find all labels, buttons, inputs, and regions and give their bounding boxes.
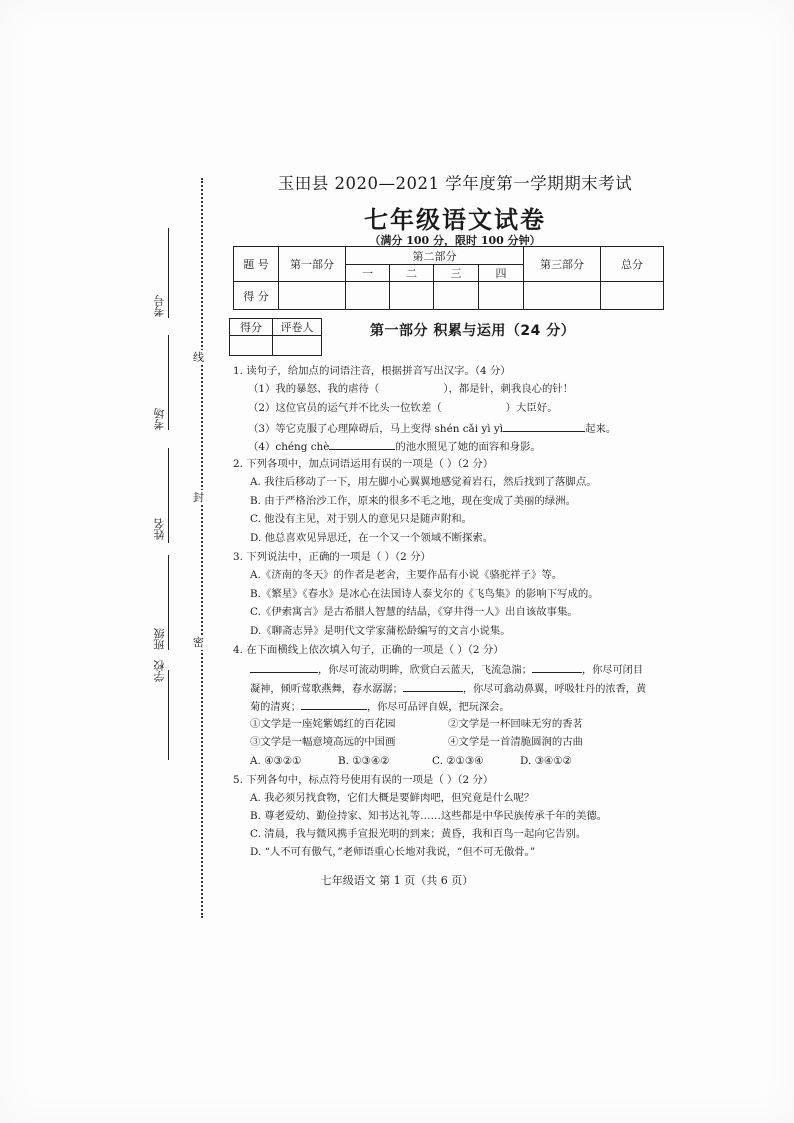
q4-blank-4[interactable] [301,698,367,710]
q5-option-a[interactable]: A. 我必须另找食物，它们大概是要鲜肉吧，但究竟是什么呢？ [250,792,535,804]
q1-item2: （2）这位官员的运气并不比头一位钦差（ ）大臣好。 [248,402,558,414]
col-part2: 第二部分 [346,247,524,265]
school-label: 学校 [153,660,166,682]
q4-sentence-3: ③文学是一幅意境高远的中国画 [250,736,396,748]
col-part2-2: 二 [390,265,434,282]
score-cell-part2-3[interactable] [434,282,479,310]
q4-sentence-2: ②文学是一杯回味无穷的香茗 [448,718,584,730]
grader-score-label: 得分 [230,319,273,336]
q4-passage-line2: 凝神，倾听莺歌燕舞，春水潺潺； ，你尽可翕动鼻翼，呼吸牡丹的浓香，黄 [250,680,646,697]
q2-option-d[interactable]: D. 他总喜欢见异思迁，在一个又一个领域不断探索。 [250,532,494,544]
q4-sentence-4: ④文学是一首清脆圆润的古曲 [448,736,584,748]
q4-blank-3[interactable] [403,680,463,692]
q1-item4-blank[interactable] [329,438,395,450]
seal-char-mi: 密 [193,636,204,649]
seal-char-xian: 线 [193,351,204,364]
q4-option-b[interactable]: B. ①③④② [338,755,390,767]
q3-option-d[interactable]: D.《聊斋志异》是明代文学家蒲松龄编写的文言小说集。 [250,625,511,637]
q4-blank-2[interactable] [532,661,582,673]
col-part2-4: 四 [479,265,524,282]
col-part3: 第三部分 [524,247,601,282]
col-part2-3: 三 [434,265,479,282]
q4-passage-line1: ，你尽可流动明眸，欣赏白云蓝天，飞流急湍； ，你尽可闭目 [250,661,643,678]
q3-option-b[interactable]: B.《繁星》《春水》是冰心在法国诗人泰戈尔的《飞鸟集》的影响下写成的。 [250,588,599,600]
q1-item3-blank[interactable] [503,420,585,432]
q1-item1: （1）我的暴怒、我的虐待（ ），都是针，刺我良心的针！ [248,383,574,395]
binding-dotted-line [201,178,203,918]
col-part2-1: 一 [346,265,390,282]
grader-name-label: 评卷人 [273,319,322,336]
score-table [233,246,664,310]
q5-option-c[interactable]: C. 清晨，我与微风携手宣报光明的到来；黄昏，我和百鸟一起向它告别。 [250,828,587,840]
q4-option-a[interactable]: A. ④③②① [250,755,302,767]
row-label-questions: 题 号 [234,247,279,282]
exam-room-line[interactable] [168,335,169,430]
q4-stem: 4. 在下面横线上依次填入句子，正确的一项是（ ）（2 分） [233,644,504,656]
name-line[interactable] [168,448,169,543]
grader-table [229,318,322,356]
seal-char-feng: 封 [193,491,204,504]
q5-option-d[interactable]: D. “人不可有傲气，”老师语重心长地对我说，“但不可无傲骨。” [250,846,536,858]
grader-name-cell[interactable] [273,336,322,356]
score-cell-part1[interactable] [279,282,346,310]
page-footer: 七年级语文 第 1 页（共 6 页） [320,874,474,887]
q2-option-b[interactable]: B. 由于严格治沙工作，原来的很多不毛之地，现在变成了美丽的绿洲。 [250,495,576,507]
q1-stem: 1. 读句子，给加点的词语注音，根据拼音写出汉字。（4 分） [233,365,511,377]
q3-option-c[interactable]: C.《伊索寓言》是古希腊人智慧的结晶，《穿井得一人》出自该故事集。 [250,606,578,618]
q2-option-a[interactable]: A. 我往后移动了一下，用左脚小心翼翼地感觉着岩石，然后找到了落脚点。 [250,476,597,488]
score-cell-part3[interactable] [524,282,601,310]
q1-item3: （3）等它克服了心理障碍后，马上变得 shén cǎi yì yì 起来。 [248,420,616,436]
score-cell-part2-2[interactable] [390,282,434,310]
exam-number-line[interactable] [168,228,169,318]
school-line[interactable] [168,670,169,760]
q4-passage-line3: 菊的清爽； ，你尽可品评自娱，把玩深会。 [250,698,510,715]
exam-number-label: 考号 [153,295,166,317]
section-title: 第一部分 积累与运用（24 分） [370,323,576,339]
score-cell-part2-4[interactable] [479,282,524,310]
exam-room-label: 考场 [153,408,166,430]
q1-item4: （4）chéng chè 的池水照见了她的面容和身影。 [248,438,541,454]
q4-sentence-1: ①文学是一座姹紫嫣红的百花园 [250,718,396,730]
q5-option-b[interactable]: B. 尊老爱幼、勤俭持家、知书达礼等……这些都是中华民族传承千年的美德。 [250,810,608,822]
score-cell-part2-1[interactable] [346,282,390,310]
row-label-score: 得 分 [234,282,279,310]
q4-option-d[interactable]: D. ③④①② [520,755,572,767]
q2-option-c[interactable]: C. 他没有主见，对于别人的意见只是随声附和。 [250,513,472,525]
name-label: 姓名 [153,518,166,540]
class-line[interactable] [168,555,169,650]
q4-option-c[interactable]: C. ②①③④ [432,755,484,767]
score-cell-total[interactable] [601,282,664,310]
col-total: 总分 [601,247,664,282]
q3-stem: 3. 下列说法中，正确的一项是（ ）（2 分） [233,551,431,563]
score-time-note: （满分 100 分，限时 100 分钟） [369,234,541,247]
exam-title: 玉田县 2020—2021 学年度第一学期期末考试 [277,174,633,193]
q5-stem: 5. 下列各句中，标点符号使用有误的一项是（ ）（2 分） [233,774,494,786]
q3-option-a[interactable]: A.《济南的冬天》的作者是老舍，主要作品有小说《骆驼祥子》等。 [250,569,563,581]
q2-stem: 2. 下列各项中，加点词语运用有误的一项是（ ）（2 分） [233,458,494,470]
q4-blank-1[interactable] [250,661,318,673]
paper-title: 七年级语文试卷 [364,206,546,234]
col-part1: 第一部分 [279,247,346,282]
grader-score-cell[interactable] [230,336,273,356]
class-label: 班级 [153,628,166,650]
